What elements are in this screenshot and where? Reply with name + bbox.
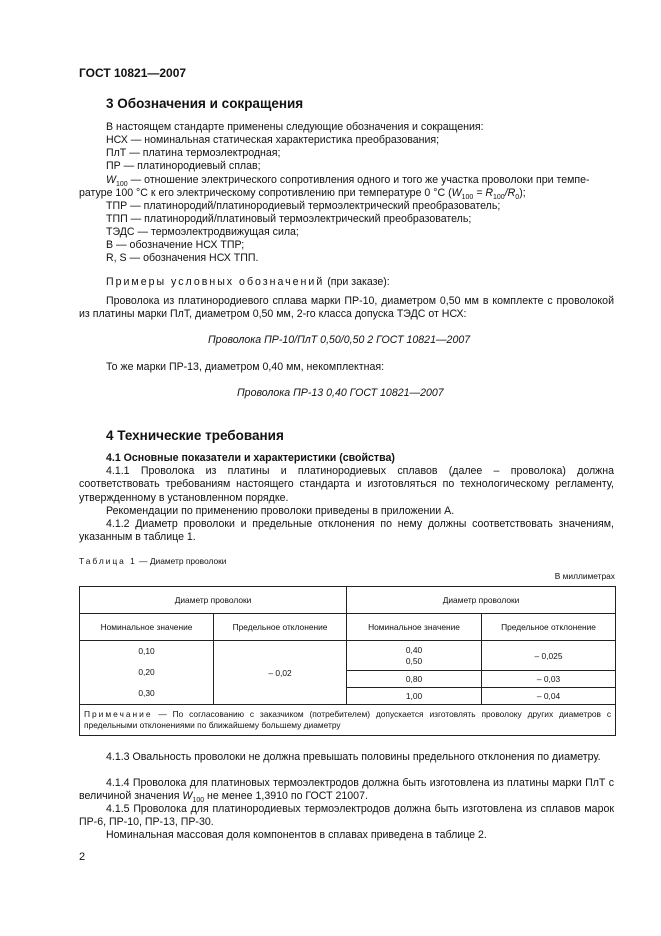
paragraph-4-1-4: 4.1.4 Проволока для платиновых термоэлектродов должна быть изготовлена из платины марки ПлТ с величиной значения $W_{100}$ не менее 1,3910 по ГОСТ 21007.: [79, 777, 614, 805]
table-col-nominal-left: Номинальное значение: [80, 614, 214, 641]
table-col-deviation-right: Предельное отклонение: [482, 614, 616, 641]
example-2-designation: Проволока ПР-13 0,40 ГОСТ 10821—2007: [237, 387, 444, 399]
abbr-item-tpr: ТПР — платинородий/платинородиевый термоэлектрический преобразователь;: [106, 200, 501, 212]
table-cell: 0,30: [138, 688, 155, 698]
table-cell: – 0,04: [482, 688, 616, 705]
abbr-item-rs: R, S — обозначения НСХ ТПП.: [106, 252, 259, 264]
example-1-text: Проволока из платинородиевого сплава марки ПР-10, диаметром 0,50 мм в комплекте с проволокой из платины марки ПлТ, диаметром 0,50 мм, 2-го класса допуска ТЭДС от НСХ:: [79, 295, 614, 321]
table-left-deviation: – 0,02: [214, 641, 347, 705]
document-header: ГОСТ 10821—2007: [79, 66, 187, 80]
table-cell: 0,20: [138, 667, 155, 677]
abbr-item-w100-line1: $W_{100}$ — отношение электрического сопротивления одного и того же участка проволоки при темпе-: [106, 174, 590, 189]
table-1-units: В миллиметрах: [554, 571, 615, 581]
table-cell: – 0,03: [482, 671, 616, 688]
abbr-item-b: В — обозначение НСХ ТПР;: [106, 239, 245, 251]
section-3-intro: В настоящем стандарте применены следующие обозначения и сокращения:: [106, 121, 484, 133]
page-number: 2: [79, 851, 86, 863]
section-4-title: 4 Технические требования: [106, 428, 284, 443]
table-1: [79, 586, 616, 736]
table-cell: 0,80: [347, 671, 482, 688]
table-cell: – 0,025: [482, 641, 616, 671]
table-1-caption: Таблица 1 — Диаметр проволоки: [79, 556, 227, 566]
abbr-item-plt: ПлТ — платина термоэлектродная;: [106, 147, 281, 159]
table-cell: 0,10: [138, 646, 155, 656]
abbr-item-teds: ТЭДС — термоэлектродвижущая сила;: [106, 226, 299, 238]
table-col-deviation-left: Предельное отклонение: [214, 614, 347, 641]
abbr-item-pr: ПР — платинородиевый сплав;: [106, 160, 261, 172]
table-header-diameter-right: Диаметр проволоки: [347, 587, 616, 614]
paragraph-4-1-1: 4.1.1 Проволока из платины и платинородиевых сплавов (далее – проволока) должна соответствовать требованиям настоящего стандарта и изготовляться по технологическому регламенту, утвержденному в установленном порядке.: [79, 465, 614, 504]
table-header-diameter-left: Диаметр проволоки: [80, 587, 347, 614]
table-1-note: Примечание — По согласованию с заказчиком (потребителем) допускается изготовлять проволоку других диаметров с предельными отклонениями по ближайшему большему диаметру: [80, 705, 616, 736]
paragraph-4-1-2: 4.1.2 Диаметр проволоки и предельные отклонения по нему должны соответствовать значениям, указанным в таблице 1.: [79, 518, 614, 544]
subsection-4-1-title: 4.1 Основные показатели и характеристики (свойства): [106, 452, 395, 464]
example-1-designation: Проволока ПР-10/ПлТ 0,50/0,50 2 ГОСТ 10821—2007: [208, 334, 471, 346]
table-left-nominal-values: [80, 641, 214, 705]
table-cell: 1,00: [347, 688, 482, 705]
abbr-item-tpp: ТПП — платинородий/платиновый термоэлектрический преобразователь;: [106, 213, 472, 225]
paragraph-table-2-reference: Номинальная массовая доля компонентов в сплавах приведена в таблице 2.: [106, 829, 487, 841]
paragraph-4-1-3: 4.1.3 Овальность проволоки не должна превышать половины предельного отклонения по диаметру.: [106, 751, 601, 763]
paragraph-recommendations: Рекомендации по применению проволоки приведены в приложении А.: [106, 505, 455, 517]
abbr-item-w100-line2: ратуре 100 °С к его электрическому сопротивлению при температуре 0 °С $(W_{100} = R_{100}/R_0)$;: [79, 187, 526, 202]
table-cell: 0,40 0,50: [347, 641, 482, 671]
section-3-title: 3 Обозначения и сокращения: [106, 96, 304, 111]
paragraph-4-1-5: 4.1.5 Проволока для платинородиевых термоэлектродов должна быть изготовлена из сплавов марок ПР-6, ПР-10, ПР-13, ПР-30.: [79, 803, 614, 829]
examples-heading: Примеры условных обозначений (при заказе):: [106, 276, 390, 288]
table-col-nominal-right: Номинальное значение: [347, 614, 482, 641]
abbr-item-nsh: НСХ — номинальная статическая характеристика преобразования;: [106, 134, 440, 146]
example-2-text: То же марки ПР-13, диаметром 0,40 мм, некомплектная:: [106, 361, 385, 373]
